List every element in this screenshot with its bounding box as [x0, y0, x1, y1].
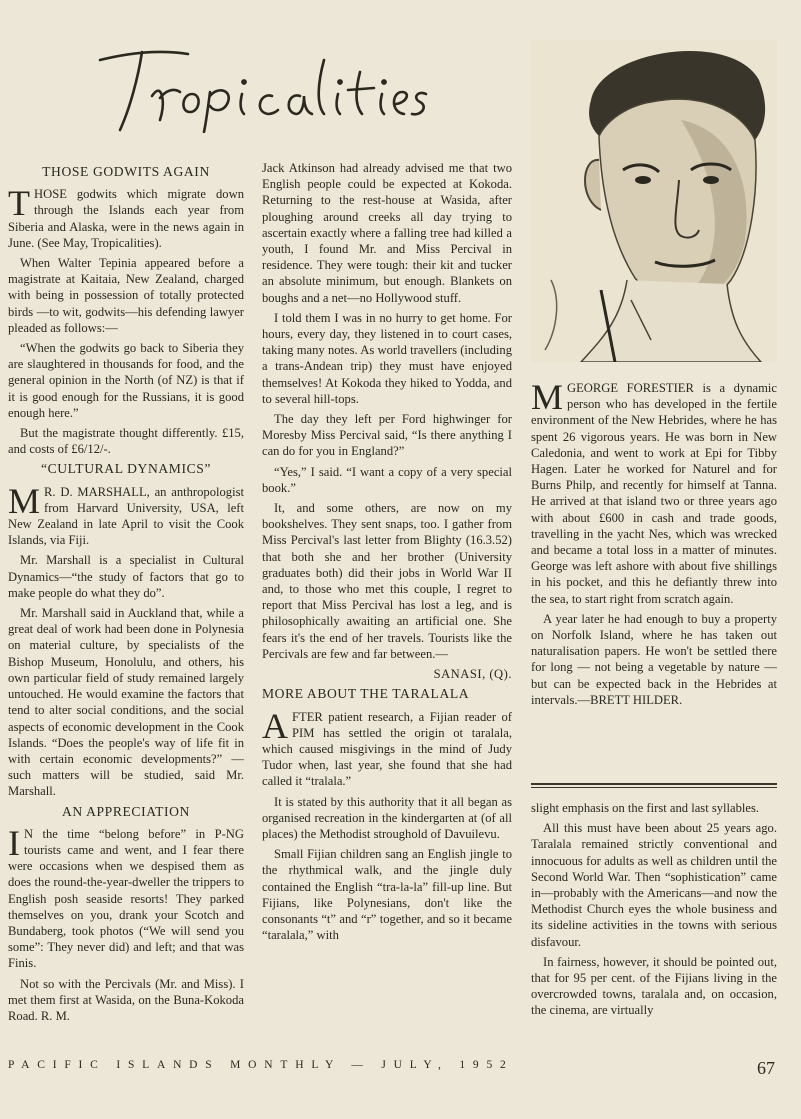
paragraph: Small Fijian children sang an English jingle to the rhythmical walk, and the jingle duly contained the English “tra-la-la” fill-up line. But Fijians, like Polynesians, don't like the consonants “t” and “r” together, and so it became “taralala,” with	[262, 847, 512, 943]
dropcap: A	[262, 705, 288, 746]
paragraph: In fairness, however, it should be pointed out, that for 95 per cent. of the Fijians living in the overcrowded towns, taralala and, on occasion, the cinema, are virtually	[531, 954, 777, 1018]
dropcap: T	[8, 183, 30, 224]
paragraph: “When the godwits go back to Siberia they are slaughtered in thousands for food, and the general opinion in the North (of NZ) is that if it is good enough for the Russians, it is good enough here.”	[8, 341, 244, 420]
section-rule	[531, 783, 777, 788]
signature: SANASI, (Q).	[433, 667, 512, 682]
heading-taralala: MORE ABOUT THE TARALALA	[262, 686, 470, 702]
paragraph: Jack Atkinson had already advised me that two English people could be expected at Kokoda. Returning to the rest-house at Wasida, after ploughing around creeks all day trying to ascertain exactly where a falling tree had killed a youth, I found Mr. and Miss Percival in residence. They were tough: their kit and tucker an absolute minimum, but enough. Blankets on boughs and a net—no Hollywood stuff.	[262, 161, 512, 305]
heading-cultural-dynamics: “CULTURAL DYNAMICS”	[40, 461, 212, 477]
dropcap: M	[531, 377, 564, 417]
running-footer: PACIFIC ISLANDS MONTHLY — JULY, 1952	[8, 1059, 514, 1071]
paragraph: Mr. Marshall is a specialist in Cultural Dynamics—“the study of factors that go to make people do what they do”.	[8, 553, 244, 600]
masthead	[92, 38, 432, 133]
paragraph: Not so with the Percivals (Mr. and Miss). I met them first at Wasida, on the Buna-Kokoda Road. R. M.	[8, 976, 244, 1023]
portrait-george-forestier	[531, 40, 777, 362]
paragraph: THOSE godwits which migrate down through the Islands each year from Siberia and Alaska, were in the news again in June. (See May, Tropicalities).	[8, 183, 244, 250]
paragraph: AFTER patient research, a Fijian reader of PIM has settled the origin ot taralala, which caused misgivings in the mind of Judy Tudor when, last year, she found that she had called it “tralala.”	[262, 705, 512, 789]
paragraph: A year later he had enough to buy a property on Norfolk Island, where he has taken out naturalisation papers. He won't be settled there for long — not being a vegetable by nature — but can be expected back in the Hebrides at intervals.—BRETT HILDER.	[531, 611, 777, 707]
paragraph: It, and some others, are now on my bookshelves. They sent snaps, too. I gather from Miss Percival's last letter from Blighty (16.3.52) that both she and her brother (University graduates both) did their jobs in World War II and, to those who met this couple, I regret to report that Miss Percival has lost a leg, and is philosophically awaiting an artificial one. She fears it's the end of her travels. Tourists like the Percivals are few and far between.—	[262, 501, 512, 661]
paragraph: The day they left per Ford highwinger for Moresby Miss Percival said, “Is there anything I can do for you in England?”	[262, 412, 512, 459]
paragraph: M R. D. MARSHALL, an anthropologist from Harvard University, USA, left New Zealand in late April to visit the Cook Islands, via Fiji.	[8, 480, 244, 548]
dropcap: I	[8, 822, 20, 863]
paragraph: But the magistrate thought differently. £15, and costs of £6/12/-.	[8, 426, 244, 457]
column-3-continued	[531, 800, 777, 1023]
masthead-script-logo	[92, 38, 432, 133]
paragraph: MGEORGE FORESTIER is a dynamic person who has developed in the fertile environment of the New Hebrides, where he has spent 26 vigorous years. He was born in New Caledonia, and went to work at Epi for Tibby Hagen. Later he worked for Naturel and for Burns Philp, and recently for himself at Tanna. He arrived at that island two or three years ago with about £600 in cash and trade goods, travelling in the yacht Nes, which was wrecked and became a total loss in a matter of minutes. George was left ashore with about five shillings in his pocket, and this he defiantly threw into the sea, to start right from scratch again.	[531, 377, 777, 606]
column-1	[8, 160, 244, 1028]
paragraph: When Walter Tepinia appeared before a magistrate at Kaitaia, New Zealand, charged with being in possession of totally protected birds —to wit, godwits—his defending lawyer pleaded as follows:—	[8, 256, 244, 335]
paragraph: It is stated by this authority that it all began as organised recreation in the kindergarten at (of all places) the Methodist stroughold of Davuilevu.	[262, 794, 512, 841]
column-2	[262, 160, 512, 947]
heading-godwits: THOSE GODWITS AGAIN	[42, 164, 210, 179]
dropcap: M	[8, 480, 41, 521]
paragraph: I N the time “belong before” in P-NG tourists came and went, and I fear there were occasions when we despised them as does the round-the-year-dweller the trippers to English posh seaside resorts! They parked themselves on you, drank your Scotch and Bundaberg, took photos (“We will send you some”: They never did) and left; and that was Finis.	[8, 822, 244, 971]
paragraph: slight emphasis on the first and last syllables.	[531, 801, 760, 815]
page-number: 67	[757, 1058, 775, 1078]
heading-appreciation: AN APPRECIATION	[62, 803, 190, 819]
paragraph: Mr. Marshall said in Auckland that, while a great deal of work had been done in Polynesia on material culture, by specialists of the Bishop Museum, Honolulu, and others, his own particular field of study remained largely untouched. He would examine the factors that tend to alter social conditions, and the social aspects of economic development in the Cook Islands. “Does the people's way of life fit in with certain economic developments?” — such matters will be studied, said Mr. Marshall.	[8, 606, 244, 799]
paragraph: All this must have been about 25 years ago. Taralala remained strictly conventional and innocuous for adults as well as children until the Second World War. Then “sophistication” came in—probably with the Americans—and now the Methodist Church eyes the whole business and its sideline activities in the towns with serious disfavour.	[531, 821, 777, 949]
paragraph: “Yes,” I said. “I want a copy of a very special book.”	[262, 464, 512, 495]
portrait-sketch	[531, 40, 777, 362]
paragraph: I told them I was in no hurry to get home. For hours, every day, they listened in to court cases, taking many notes. As world travellers (including a trans-Andean trip) they must have enjoyed themselves! At Kokoda they hiked to Yodda, and to several hill-tops.	[262, 310, 512, 406]
column-3	[531, 377, 777, 712]
